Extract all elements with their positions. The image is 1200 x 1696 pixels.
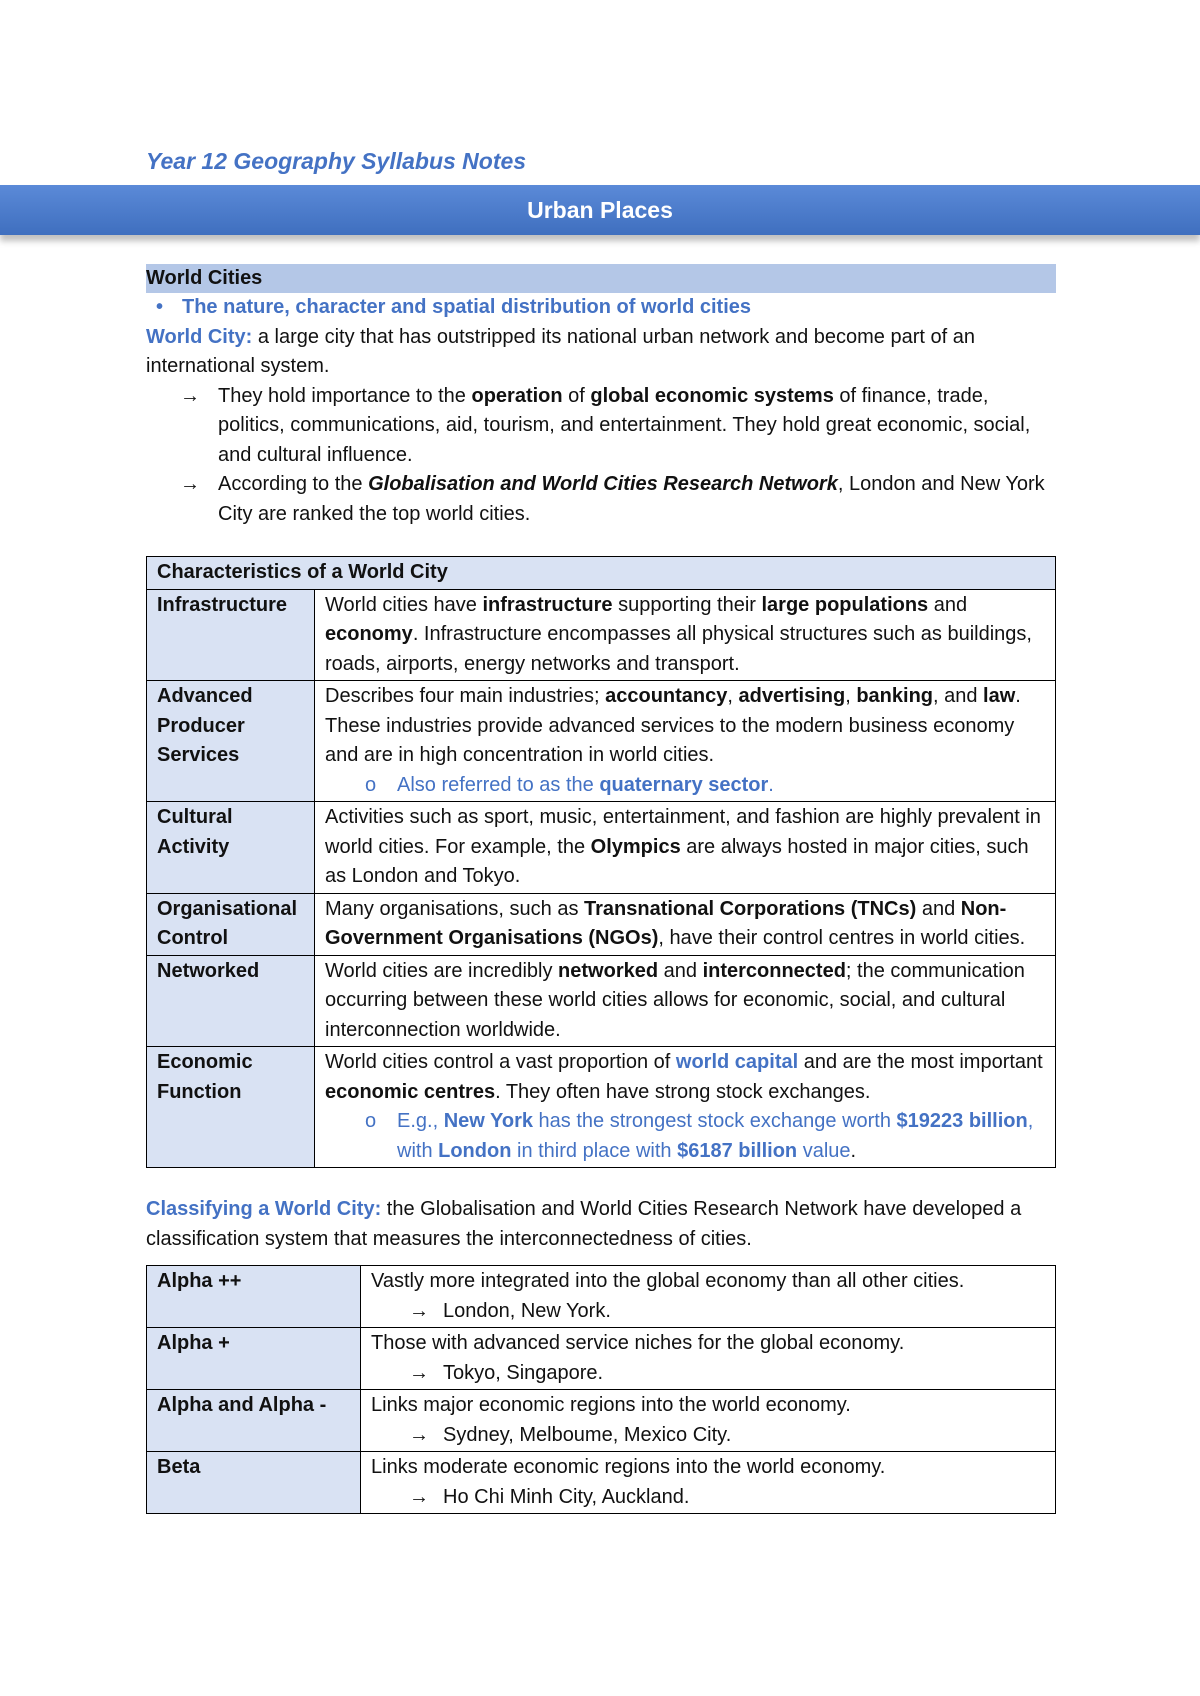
definition-term: World City: <box>146 325 253 348</box>
text: , and <box>933 685 984 707</box>
bold-text: Transnational Corporations (TNCs) <box>584 897 917 920</box>
example <box>371 1421 1045 1451</box>
bold-text: $19223 billion <box>896 1110 1028 1132</box>
bullet-icon: • <box>156 296 164 318</box>
text: , <box>845 685 857 707</box>
main-content <box>146 264 1056 1514</box>
bold-text: infrastructure <box>482 593 613 616</box>
bold-text: global economic systems <box>590 384 834 407</box>
row-label: Economic Function <box>147 1047 315 1168</box>
bold-text: Non-Government Organisations (NGOs) <box>325 897 1007 949</box>
bold-text: advertising <box>738 685 846 707</box>
text: and are the most important <box>798 1051 1043 1073</box>
list-item <box>146 382 1056 471</box>
text: Describes four main industries; <box>325 685 606 707</box>
table-row <box>147 1047 1056 1168</box>
text: . They often have strong stock exchanges. <box>495 1080 871 1103</box>
bold-text: New York <box>443 1110 533 1132</box>
section-banner: Urban Places <box>0 185 1200 235</box>
table-row <box>147 1266 1056 1328</box>
bold-text: London <box>438 1139 512 1162</box>
table-row <box>147 681 1056 802</box>
row-label: Networked <box>147 955 315 1047</box>
row-label: Alpha + <box>147 1328 361 1390</box>
text: of finance, trade, politics, communications, aid, tourism, and entertainment. They hold great economic, social, and cultural influence. <box>218 384 1031 466</box>
bold-text: $6187 billion <box>677 1139 798 1162</box>
bold-italic-text: Globalisation and World Cities Research Network <box>368 473 838 495</box>
table-row <box>147 802 1056 894</box>
text: World cities control a vast proportion of <box>325 1051 676 1073</box>
sub-point <box>325 1107 1045 1166</box>
table-row <box>147 893 1056 955</box>
list-item <box>146 470 1056 529</box>
syllabus-point-text: The nature, character and spatial distribution of world cities <box>182 296 751 318</box>
bold-text: networked <box>558 959 659 982</box>
text: . Infrastructure encompasses all physical structures such as buildings, roads, airports, energy networks and transport. <box>325 623 1032 675</box>
table-row <box>147 1390 1056 1452</box>
bold-text: economic centres <box>325 1080 496 1103</box>
table-header-row <box>147 557 1056 590</box>
bold-text: law <box>983 685 1016 707</box>
bold-text: accountancy <box>605 685 728 707</box>
text: ; the communication occurring between these world cities allows for economic, social, and cultural interconnection worldwide. <box>325 959 1025 1041</box>
row-content <box>315 681 1056 802</box>
text: Many organisations, such as <box>325 897 585 920</box>
text: and <box>928 593 968 616</box>
text: According to the <box>218 473 369 495</box>
row-content <box>361 1266 1056 1328</box>
row-description: Vastly more integrated into the global economy than all other cities. <box>371 1270 965 1292</box>
row-label: Cultural Activity <box>147 802 315 894</box>
arrow-icon: → <box>180 473 200 495</box>
text: Activities such as sport, music, entertainment, and fashion are highly prevalent in world cities. For example, the <box>325 806 1041 858</box>
text: Also referred to as the <box>397 773 600 796</box>
classification-table <box>146 1265 1056 1514</box>
example <box>371 1483 1045 1513</box>
text: supporting their <box>612 593 762 616</box>
row-content <box>315 1047 1056 1168</box>
example-text: Sydney, Melboume, Mexico City. <box>443 1423 732 1446</box>
text: World cities have <box>325 593 483 616</box>
world-city-definition <box>146 323 1056 382</box>
row-description: Those with advanced service niches for the global economy. <box>371 1332 905 1354</box>
example-text: Tokyo, Singapore. <box>443 1361 604 1384</box>
text: in third place with <box>511 1139 678 1162</box>
text: has the strongest stock exchange worth <box>533 1110 897 1132</box>
arrow-icon: → <box>409 1423 429 1446</box>
arrow-icon: → <box>409 1485 429 1508</box>
definition-text: a large city that has outstripped its national urban network and become part of an international system. <box>146 325 975 377</box>
text: . <box>850 1139 857 1162</box>
bold-text: Olympics <box>590 835 681 858</box>
bold-text: large populations <box>761 593 929 616</box>
row-label: Alpha ++ <box>147 1266 361 1328</box>
text: , have their control centres in world cities. <box>658 927 1026 949</box>
text: E.g., <box>397 1110 444 1132</box>
example <box>371 1359 1045 1389</box>
text: are always hosted in major cities, such as London and Tokyo. <box>325 835 1029 887</box>
text: . These industries provide advanced services to the modern business economy and are in high concentration in world cities. <box>325 685 1021 766</box>
bold-text: interconnected <box>702 959 846 982</box>
section-heading: World Cities <box>146 264 1056 293</box>
bold-text: banking <box>856 685 933 707</box>
classification-text: the Globalisation and World Cities Research Network have developed a classification system that measures the interconnectedness of cities. <box>146 1198 1022 1250</box>
text: and <box>916 897 961 920</box>
row-content <box>315 589 1056 681</box>
classification-term: Classifying a World City: <box>146 1198 382 1220</box>
document-title: Year 12 Geography Syllabus Notes <box>146 148 527 174</box>
text: They hold importance to the <box>218 384 472 407</box>
text: value <box>797 1139 851 1162</box>
row-content <box>361 1390 1056 1452</box>
characteristics-table <box>146 556 1056 1168</box>
text: World cities are incredibly <box>325 959 559 982</box>
bold-text: quaternary sector <box>599 773 769 796</box>
row-content <box>315 955 1056 1047</box>
row-label: Beta <box>147 1452 361 1514</box>
sub-point <box>325 771 1045 801</box>
circle-bullet-icon: o <box>365 773 377 796</box>
classification-intro <box>146 1195 1056 1254</box>
bold-text: operation <box>471 384 563 407</box>
row-content <box>361 1328 1056 1390</box>
row-label: Alpha and Alpha - <box>147 1390 361 1452</box>
text: and <box>658 959 703 982</box>
arrow-icon: → <box>180 384 200 407</box>
text: of <box>562 384 591 407</box>
row-description: Links major economic regions into the world economy. <box>371 1394 851 1416</box>
row-description: Links moderate economic regions into the world economy. <box>371 1456 886 1478</box>
table-row <box>147 955 1056 1047</box>
text: . <box>768 773 774 796</box>
row-label: Advanced Producer Services <box>147 681 315 802</box>
row-content <box>361 1452 1056 1514</box>
table-row <box>147 1452 1056 1514</box>
circle-bullet-icon: o <box>365 1110 377 1132</box>
arrow-icon: → <box>409 1361 429 1384</box>
row-content <box>315 893 1056 955</box>
bold-text: world capital <box>675 1051 799 1073</box>
arrow-icon: → <box>409 1299 429 1322</box>
text: , London and New York City are ranked the top world cities. <box>218 473 1045 525</box>
bold-text: economy <box>325 623 413 645</box>
row-content <box>315 802 1056 894</box>
table-row <box>147 1328 1056 1390</box>
row-label: Organisational Control <box>147 893 315 955</box>
example <box>371 1297 1045 1327</box>
table-row <box>147 589 1056 681</box>
text: , with <box>397 1110 1034 1162</box>
definition-points <box>146 382 1056 530</box>
row-label: Infrastructure <box>147 589 315 681</box>
syllabus-point <box>146 293 1056 323</box>
example-text: Ho Chi Minh City, Auckland. <box>443 1485 690 1508</box>
text: , <box>727 685 739 707</box>
example-text: London, New York. <box>443 1299 611 1322</box>
table-header: Characteristics of a World City <box>147 557 1056 590</box>
